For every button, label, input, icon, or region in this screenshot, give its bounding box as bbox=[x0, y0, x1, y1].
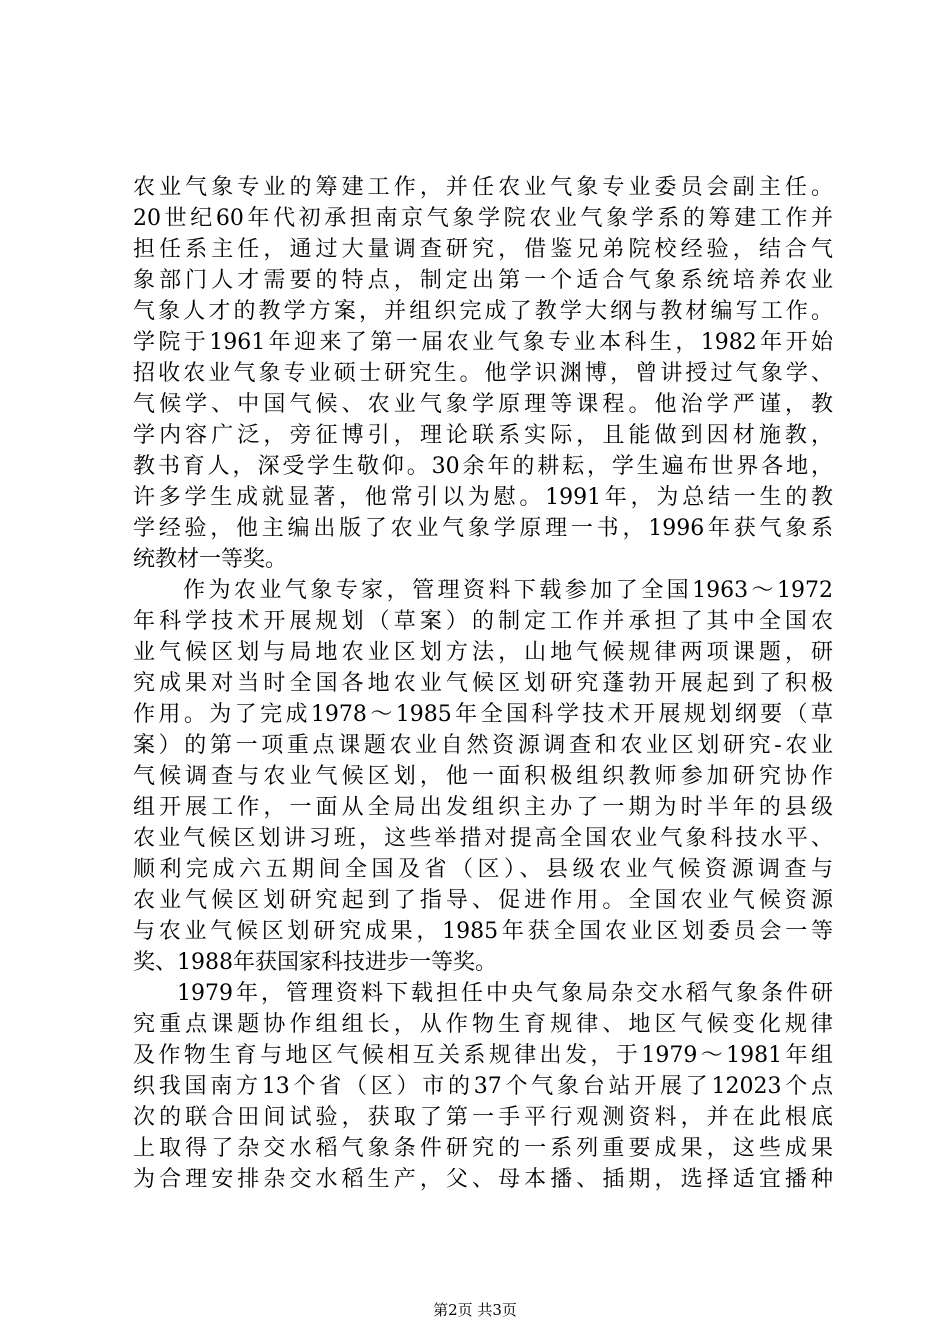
text-line: 统教材一等奖。 bbox=[133, 547, 288, 572]
text-line: 农业气候区划研究起到了指导、促进作用。全国农业气候资源 bbox=[133, 888, 833, 913]
text-line: 究成果对当时全国各地农业气候区划研究蓬勃开展起到了积极 bbox=[133, 671, 833, 696]
text-line: 织我国南方13个省（区）市的37个气象台站开展了12023个点 bbox=[133, 1074, 833, 1099]
text-line: 气候调查与农业气候区划，他一面积极组织教师参加研究协作 bbox=[133, 764, 833, 789]
text-line: 案）的第一项重点课题农业自然资源调查和农业区划研究-农业 bbox=[133, 733, 833, 758]
text-line: 农业气候区划讲习班，这些举措对提高全国农业气象科技水平、 bbox=[133, 826, 833, 851]
text-line: 年科学技术开展规划（草案）的制定工作并承担了其中全国农 bbox=[133, 609, 833, 634]
paragraph-1 bbox=[133, 172, 833, 575]
text-line: 气候学、中国气候、农业气象学原理等课程。他治学严谨，教 bbox=[133, 392, 833, 417]
text-line: 与农业气候区划研究成果，1985年获全国农业区划委员会一等 bbox=[133, 919, 833, 944]
text-line: 20世纪60年代初承担南京气象学院农业气象学系的筹建工作并 bbox=[133, 206, 833, 231]
text-line: 为合理安排杂交水稻生产，父、母本播、插期，选择适宜播种 bbox=[133, 1167, 833, 1192]
text-line: 学内容广泛，旁征博引，理论联系实际，且能做到因材施教， bbox=[133, 423, 833, 448]
text-line: 及作物生育与地区气候相互关系规律出发，于1979～1981年组 bbox=[133, 1043, 833, 1068]
text-line: 奖、1988年获国家科技进步一等奖。 bbox=[133, 950, 497, 975]
text-line: 象部门人才需要的特点，制定出第一个适合气象系统培养农业 bbox=[133, 268, 833, 293]
text-line: 究重点课题协作组组长，从作物生育规律、地区气候变化规律 bbox=[133, 1012, 833, 1037]
text-line: 作用。为了完成1978～1985年全国科学技术开展规划纲要（草 bbox=[133, 702, 833, 727]
document-body bbox=[133, 172, 833, 1195]
text-line: 学院于1961年迎来了第一届农业气象专业本科生，1982年开始 bbox=[133, 330, 833, 355]
text-line: 学经验，他主编出版了农业气象学原理一书，1996年获气象系 bbox=[133, 516, 833, 541]
text-line: 1979年，管理资料下载担任中央气象局杂交水稻气象条件研 bbox=[177, 981, 833, 1006]
text-line: 业气候区划与局地农业区划方法，山地气候规律两项课题，研 bbox=[133, 640, 833, 665]
text-line: 教书育人，深受学生敬仰。30余年的耕耘，学生遍布世界各地， bbox=[133, 454, 833, 479]
text-line: 上取得了杂交水稻气象条件研究的一系列重要成果，这些成果 bbox=[133, 1136, 833, 1161]
page-footer: 第2页 共3页 bbox=[433, 1301, 517, 1319]
text-line: 组开展工作，一面从全局出发组织主办了一期为时半年的县级 bbox=[133, 795, 833, 820]
paragraph-3 bbox=[133, 978, 833, 1195]
text-line: 担任系主任，通过大量调查研究，借鉴兄弟院校经验，结合气 bbox=[133, 237, 833, 262]
text-line: 许多学生成就显著，他常引以为慰。1991年，为总结一生的教 bbox=[133, 485, 833, 510]
text-line: 次的联合田间试验，获取了第一手平行观测资料，并在此根底 bbox=[133, 1105, 833, 1130]
text-line: 顺利完成六五期间全国及省（区）、县级农业气候资源调查与 bbox=[133, 857, 833, 882]
text-line: 农业气象专业的筹建工作，并任农业气象专业委员会副主任。 bbox=[133, 175, 833, 200]
text-line: 作为农业气象专家，管理资料下载参加了全国1963～1972 bbox=[183, 578, 833, 603]
text-line: 气象人才的教学方案，并组织完成了教学大纲与教材编写工作。 bbox=[133, 299, 833, 324]
text-line: 招收农业气象专业硕士研究生。他学识渊博，曾讲授过气象学、 bbox=[133, 361, 833, 386]
paragraph-2 bbox=[133, 575, 833, 978]
